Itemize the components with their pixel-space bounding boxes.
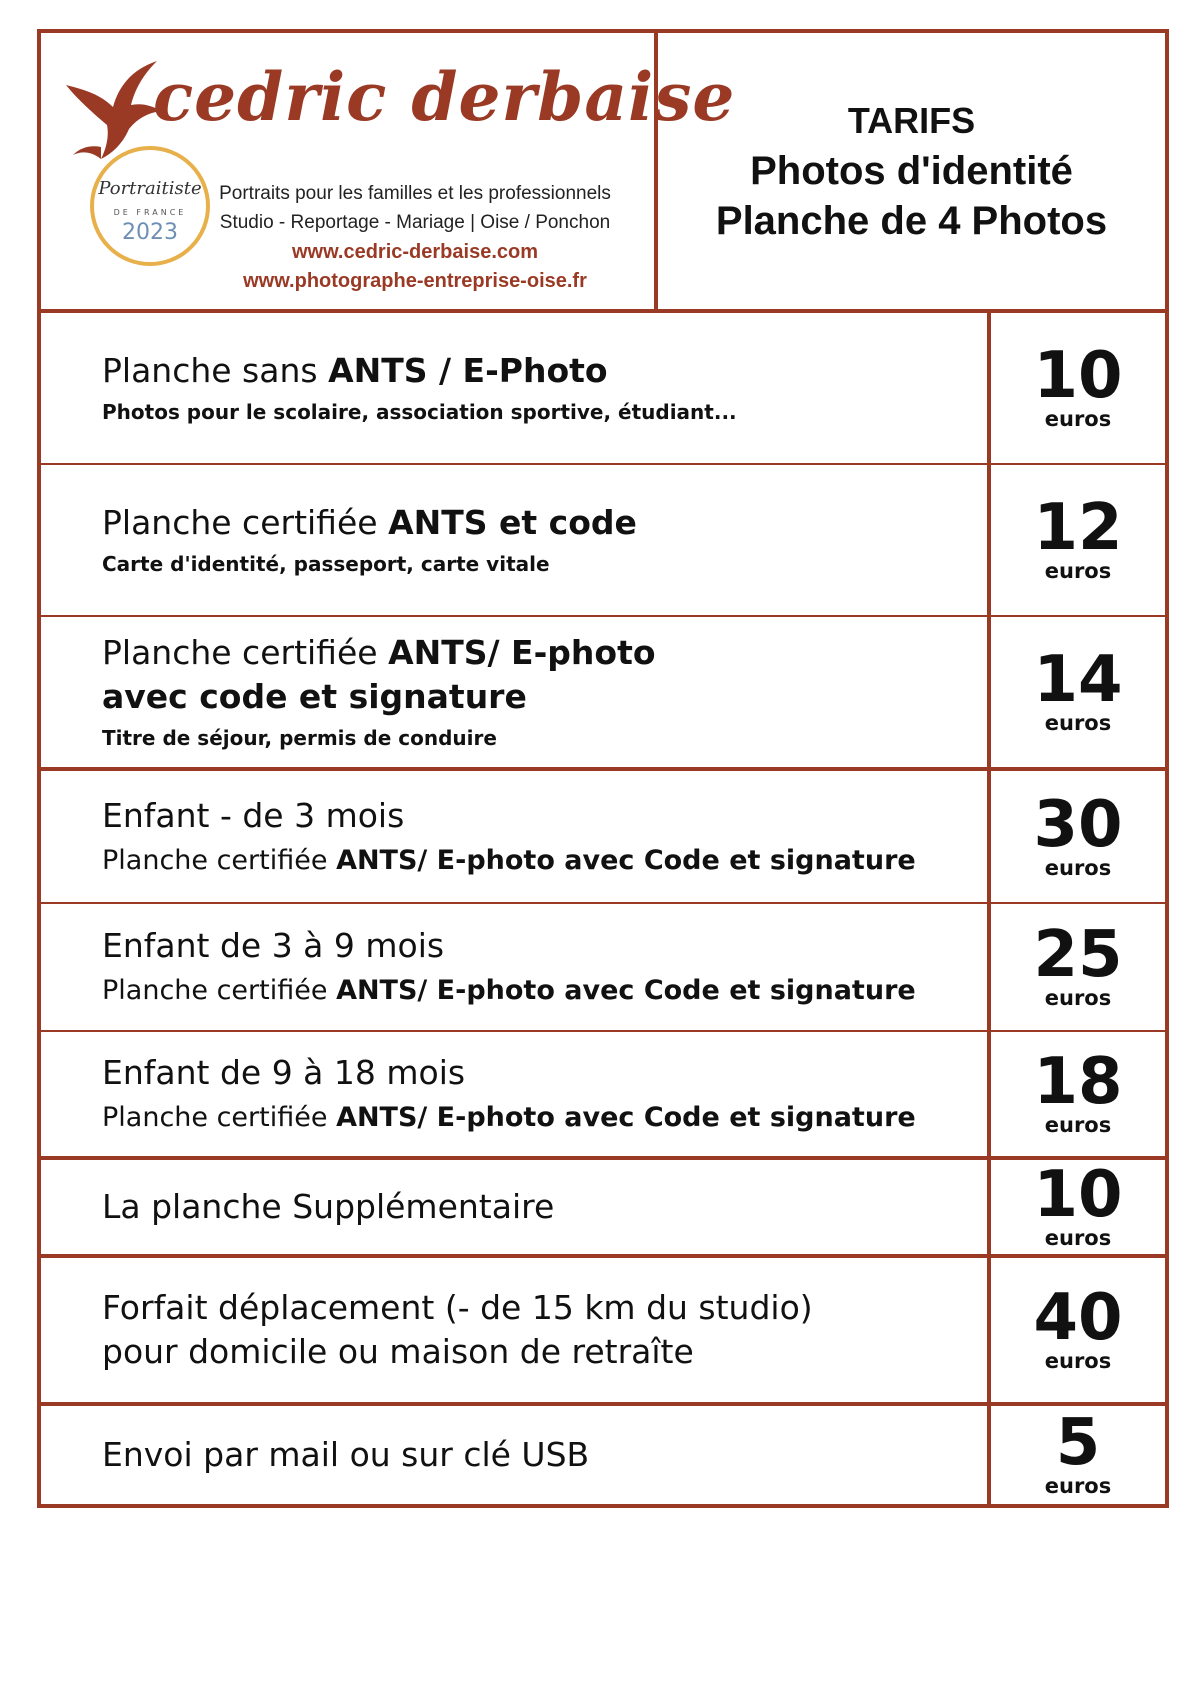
row-title-line2: avec code et signature bbox=[102, 677, 527, 716]
header bbox=[41, 33, 1165, 313]
row-title: Enfant de 9 à 18 mois bbox=[102, 1053, 466, 1092]
row-title: Planche sans ANTS / E-Photo bbox=[102, 351, 608, 390]
row-detail: Planche certifiée ANTS/ E-photo avec Code et signature bbox=[102, 1102, 916, 1133]
price-value: 5 bbox=[1055, 1406, 1101, 1480]
price-value: 10 bbox=[1033, 339, 1123, 413]
price-unit: euros bbox=[1044, 1474, 1112, 1498]
row-detail: Planche certifiée ANTS/ E-photo avec Code et signature bbox=[102, 844, 916, 876]
title-format: Planche de 4 Photos bbox=[715, 199, 1108, 243]
price-row bbox=[41, 1160, 1165, 1258]
row-price bbox=[991, 313, 1165, 463]
row-description bbox=[41, 465, 991, 615]
row-description bbox=[41, 1258, 991, 1402]
price-value: 30 bbox=[1033, 787, 1123, 862]
website-link-secondary[interactable]: www.photographe-entreprise-oise.fr bbox=[243, 270, 587, 292]
services-line: Studio - Reportage - Mariage | Oise / Ponchon bbox=[219, 212, 611, 233]
row-description bbox=[41, 617, 991, 767]
price-row bbox=[41, 617, 1165, 771]
title-subject: Photos d'identité bbox=[750, 149, 1073, 193]
row-description bbox=[41, 904, 991, 1030]
price-row bbox=[41, 465, 1165, 617]
price-row bbox=[41, 904, 1165, 1032]
price-value: 25 bbox=[1033, 918, 1123, 992]
row-title: Enfant de 3 à 9 mois bbox=[102, 926, 445, 965]
row-description bbox=[41, 1160, 991, 1254]
badge-title: Portraitiste bbox=[98, 178, 202, 199]
price-value: 12 bbox=[1033, 491, 1123, 565]
row-title: Planche certifiée ANTS/ E-photo bbox=[102, 633, 656, 672]
row-note: Photos pour le scolaire, association sportive, étudiant... bbox=[102, 400, 737, 424]
row-price bbox=[991, 465, 1165, 615]
brand-block bbox=[41, 33, 736, 309]
row-title: Planche certifiée ANTS et code bbox=[102, 503, 637, 542]
row-title: Envoi par mail ou sur clé USB bbox=[102, 1435, 590, 1474]
row-price bbox=[991, 617, 1165, 767]
title-block bbox=[658, 33, 1165, 309]
row-title-line2: pour domicile ou maison de retraîte bbox=[102, 1332, 694, 1371]
price-value: 10 bbox=[1033, 1158, 1123, 1232]
row-title: Enfant - de 3 mois bbox=[102, 795, 405, 835]
row-price bbox=[991, 1032, 1165, 1156]
price-unit: euros bbox=[1044, 407, 1112, 431]
badge-year: 2023 bbox=[122, 220, 178, 245]
title-tarifs: TARIFS bbox=[847, 100, 976, 141]
price-value: 18 bbox=[1033, 1045, 1123, 1119]
row-description bbox=[41, 313, 991, 463]
row-price bbox=[991, 1258, 1165, 1402]
row-description bbox=[41, 771, 991, 902]
price-row bbox=[41, 771, 1165, 904]
price-unit: euros bbox=[1044, 855, 1112, 880]
row-price bbox=[991, 1406, 1165, 1504]
price-value: 14 bbox=[1033, 643, 1123, 717]
row-price bbox=[991, 904, 1165, 1030]
row-description bbox=[41, 1406, 991, 1504]
price-row bbox=[41, 1032, 1165, 1160]
price-unit: euros bbox=[1044, 711, 1112, 735]
price-value: 40 bbox=[1033, 1281, 1123, 1355]
price-unit: euros bbox=[1044, 1349, 1112, 1373]
price-unit: euros bbox=[1044, 986, 1112, 1010]
row-detail: Planche certifiée ANTS/ E-photo avec Code et signature bbox=[102, 975, 916, 1006]
row-note: Titre de séjour, permis de conduire bbox=[102, 726, 497, 750]
row-description bbox=[41, 1032, 991, 1156]
row-note: Carte d'identité, passeport, carte vitale bbox=[102, 552, 550, 576]
price-row bbox=[41, 1258, 1165, 1406]
tagline: Portraits pour les familles et les professionnels bbox=[219, 183, 611, 204]
price-unit: euros bbox=[1044, 559, 1112, 583]
website-link[interactable]: www.cedric-derbaise.com bbox=[291, 241, 538, 263]
portraitiste-badge bbox=[90, 146, 210, 266]
price-unit: euros bbox=[1044, 1226, 1112, 1250]
price-row bbox=[41, 313, 1165, 465]
price-unit: euros bbox=[1044, 1113, 1112, 1137]
row-title: La planche Supplémentaire bbox=[102, 1187, 555, 1226]
brand-name: cedric derbaise bbox=[153, 58, 736, 136]
row-title: Forfait déplacement (- de 15 km du studio) bbox=[102, 1288, 813, 1327]
row-price bbox=[991, 771, 1165, 902]
badge-country: DE FRANCE bbox=[113, 208, 187, 217]
price-sheet bbox=[37, 29, 1169, 1508]
price-row bbox=[41, 1406, 1165, 1604]
row-price bbox=[991, 1160, 1165, 1254]
